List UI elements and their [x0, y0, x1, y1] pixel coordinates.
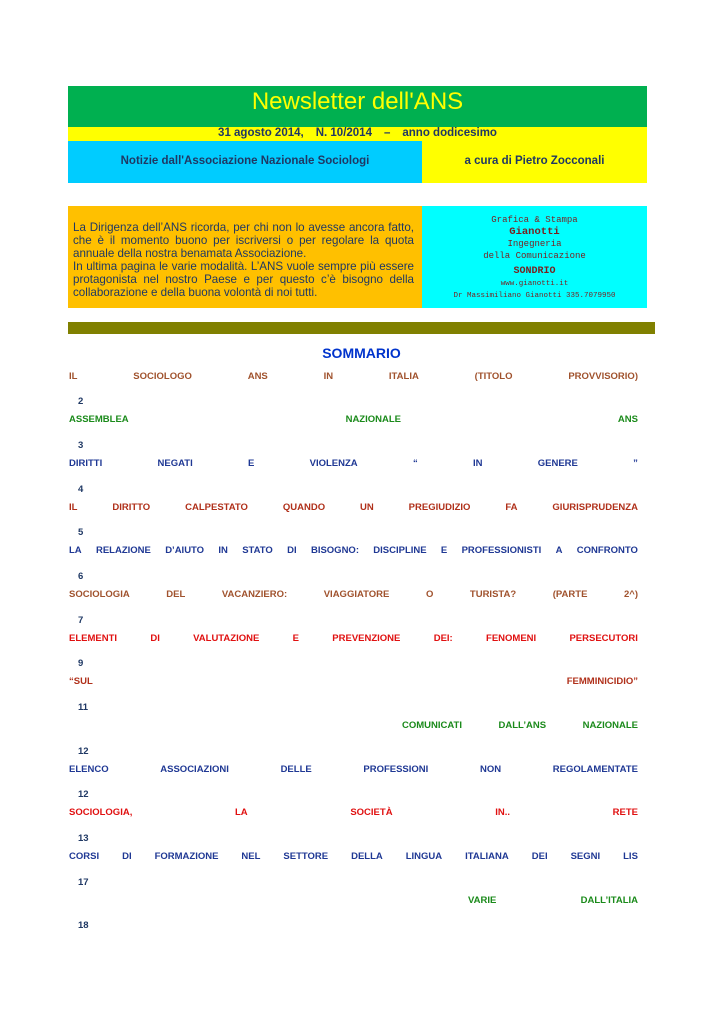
toc-entry-word: DALL’ITALIA: [580, 895, 638, 906]
toc-entry-word: SETTORE: [283, 851, 329, 862]
toc-entry-word: O: [425, 589, 434, 600]
toc-entry-word: ELEMENTI: [69, 633, 118, 644]
toc-page-number: 2: [78, 396, 84, 407]
toc-entry-word: NAZIONALE: [345, 414, 401, 425]
toc-entry-word: ITALIA: [388, 371, 419, 382]
toc-entry-word: PROFESSIONISTI: [461, 545, 542, 556]
toc-entry-word: D’AIUTO: [165, 545, 205, 556]
notice-paragraph-1: La Dirigenza dell’ANS ricorda, per chi non lo avesse ancora fatto, che è il momento buono per iscriversi o per regolare la quota annuale della nostra benamata Associazione.: [73, 221, 414, 260]
toc-entry-word: DI: [150, 633, 160, 644]
toc-entry-word: “SUL: [69, 676, 93, 687]
toc-entry-word: ITALIANA: [465, 851, 509, 862]
toc-entry-word: ASSOCIAZIONI: [160, 764, 229, 775]
toc-page-number: 7: [78, 615, 84, 626]
toc-entry-word: FORMAZIONE: [154, 851, 219, 862]
sponsor-line-3: Ingegneria: [507, 239, 562, 249]
toc-entry-word: DI: [287, 545, 297, 556]
toc-entry-word: NON: [479, 764, 502, 775]
divider-bar: [68, 322, 655, 334]
org-name: Notizie dall'Associazione Nazionale Sociologi: [120, 155, 370, 167]
toc-entry-word: GENERE: [537, 458, 578, 469]
toc-entry-word: LA: [69, 545, 82, 556]
toc-page-number: 12: [78, 789, 89, 800]
toc-entry-word: IL: [69, 502, 78, 513]
toc-entry-word: CONFRONTO: [576, 545, 638, 556]
sponsor-line-1: Grafica & Stampa: [491, 215, 578, 225]
toc-entry-word: FA: [505, 502, 518, 513]
toc-page-number: 6: [78, 571, 84, 582]
toc-entry-word: DEI:: [433, 633, 453, 644]
toc-entry-word: SOCIOLOGIA,: [69, 807, 133, 818]
toc-entry-word: CALPESTATO: [185, 502, 248, 513]
toc-page-number: 13: [78, 833, 89, 844]
toc-entry-word: VARIE: [468, 895, 497, 906]
toc-entry-word: STATO: [242, 545, 273, 556]
toc-entry-word: RETE: [612, 807, 638, 818]
issue-year: anno dodicesimo: [402, 127, 497, 139]
issue-line: [68, 127, 647, 139]
notice-paragraph-2: In ultima pagina le varie modalità. L’ANS vuole sempre più essere protagonista nel nostro Paese e per questo c’è bisogno della collaborazione e della buona volontà di noi tutti.: [73, 260, 414, 299]
toc-entry[interactable]: [69, 414, 638, 425]
toc-entry-word: DI: [122, 851, 132, 862]
toc-entry-word: (PARTE: [552, 589, 588, 600]
issue-date: 31 agosto 2014,: [218, 127, 304, 139]
toc-entry-word: IN: [472, 458, 483, 469]
toc-entry-word: BISOGNO:: [310, 545, 359, 556]
toc-entry-word: DELLE: [280, 764, 312, 775]
toc-entry-word: E: [292, 633, 299, 644]
toc-entry[interactable]: [69, 807, 638, 818]
toc-entry-word: TURISTA?: [469, 589, 517, 600]
sponsor-contact: Dr Massimiliano Gianotti 335.7079950: [453, 292, 616, 300]
toc-entry-word: IN..: [495, 807, 510, 818]
toc-entry-word: E: [440, 545, 448, 556]
toc-entry-word: NAZIONALE: [582, 720, 638, 731]
toc-entry-word: “: [412, 458, 418, 469]
toc-entry-word: SOCIETÀ: [350, 807, 393, 818]
toc-entry-word: DEL: [166, 589, 186, 600]
toc-entry-word: REGOLAMENTATE: [552, 764, 638, 775]
toc-entry-word: IN: [218, 545, 228, 556]
toc-entry-word: SEGNI: [570, 851, 601, 862]
toc-entry[interactable]: [69, 633, 638, 644]
toc-entry-word: (TITOLO: [474, 371, 513, 382]
toc-entry-word: DIRITTI: [69, 458, 103, 469]
issue-number: N. 10/2014: [315, 127, 372, 139]
toc-entry[interactable]: [69, 851, 638, 862]
toc-page-number: 12: [78, 746, 89, 757]
issue-dash: –: [383, 127, 391, 139]
notice-text: [73, 221, 414, 299]
toc-page-number: 9: [78, 658, 84, 669]
toc-entry-word: IL: [69, 371, 78, 382]
sponsor-city: SONDRIO: [513, 266, 556, 277]
editor-name: a cura di Pietro Zocconali: [464, 155, 605, 167]
toc-entry-word: ANS: [247, 371, 268, 382]
newsletter-title: Newsletter dell'ANS: [251, 88, 464, 115]
sponsor-line-4: della Comunicazione: [483, 251, 586, 261]
toc-entry-word: CORSI: [69, 851, 100, 862]
sommario-title: SOMMARIO: [322, 345, 401, 361]
toc-entry-word: LIS: [623, 851, 638, 862]
toc-entry[interactable]: [69, 371, 638, 382]
toc-entry[interactable]: [69, 502, 638, 513]
toc-entry-word: DISCIPLINE: [373, 545, 427, 556]
toc-page-number: 4: [78, 484, 84, 495]
toc-entry-word: GIURISPRUDENZA: [552, 502, 638, 513]
toc-entry[interactable]: [69, 895, 638, 906]
toc-entry-word: VIOLENZA: [309, 458, 358, 469]
toc-entry-word: SOCIOLOGIA: [69, 589, 130, 600]
toc-entry-word: ELENCO: [69, 764, 109, 775]
toc-entry-word: E: [248, 458, 255, 469]
toc-entry-word: IN: [323, 371, 334, 382]
toc-entry-word: DEI: [531, 851, 548, 862]
toc-entry-word: ”: [633, 458, 638, 469]
toc-entry-word: PROFESSIONI: [363, 764, 429, 775]
sponsor-ad: [422, 214, 647, 302]
toc-entry-word: DALL’ANS: [498, 720, 547, 731]
sponsor-web[interactable]: www.gianotti.it: [500, 280, 569, 288]
toc-page-number: 17: [78, 877, 89, 888]
toc-entry-word: PERSECUTORI: [569, 633, 638, 644]
toc-entry-word: PREGIUDIZIO: [408, 502, 471, 513]
toc-page-number: 18: [78, 920, 89, 931]
toc-entry[interactable]: [69, 720, 638, 731]
toc-page-number: 5: [78, 527, 84, 538]
toc-page-number: 11: [78, 702, 89, 713]
toc-entry-word: DIRITTO: [112, 502, 151, 513]
toc-entry[interactable]: [69, 458, 638, 469]
toc-entry-word: PROVVISORIO): [568, 371, 638, 382]
toc-entry-word: FENOMENI: [486, 633, 537, 644]
toc-entry[interactable]: [69, 764, 638, 775]
toc-entry-word: NEL: [241, 851, 261, 862]
toc-entry[interactable]: [69, 545, 638, 556]
toc-entry-word: VACANZIERO:: [221, 589, 288, 600]
toc-entry[interactable]: [69, 676, 638, 687]
toc-entry-word: 2^): [623, 589, 638, 600]
toc-entry-word: LA: [235, 807, 248, 818]
toc-entry-word: UN: [360, 502, 374, 513]
toc-entry-word: DELLA: [351, 851, 383, 862]
toc-entry[interactable]: [69, 589, 638, 600]
toc-entry-word: PREVENZIONE: [332, 633, 401, 644]
toc-entry-word: LINGUA: [405, 851, 443, 862]
toc-entry-word: FEMMINICIDIO”: [566, 676, 638, 687]
toc-entry-word: VIAGGIATORE: [323, 589, 390, 600]
sponsor-name: Gianotti: [509, 226, 560, 238]
toc-entry-word: A: [555, 545, 563, 556]
toc-entry-word: ANS: [617, 414, 638, 425]
toc-entry-word: SOCIOLOGO: [133, 371, 192, 382]
toc-page-number: 3: [78, 440, 84, 451]
toc-entry-word: ASSEMBLEA: [69, 414, 129, 425]
toc-entry-word: COMUNICATI: [402, 720, 462, 731]
toc-entry-word: RELAZIONE: [95, 545, 151, 556]
toc-entry-word: QUANDO: [282, 502, 326, 513]
toc-entry-word: NEGATI: [157, 458, 193, 469]
toc-entry-word: VALUTAZIONE: [193, 633, 260, 644]
